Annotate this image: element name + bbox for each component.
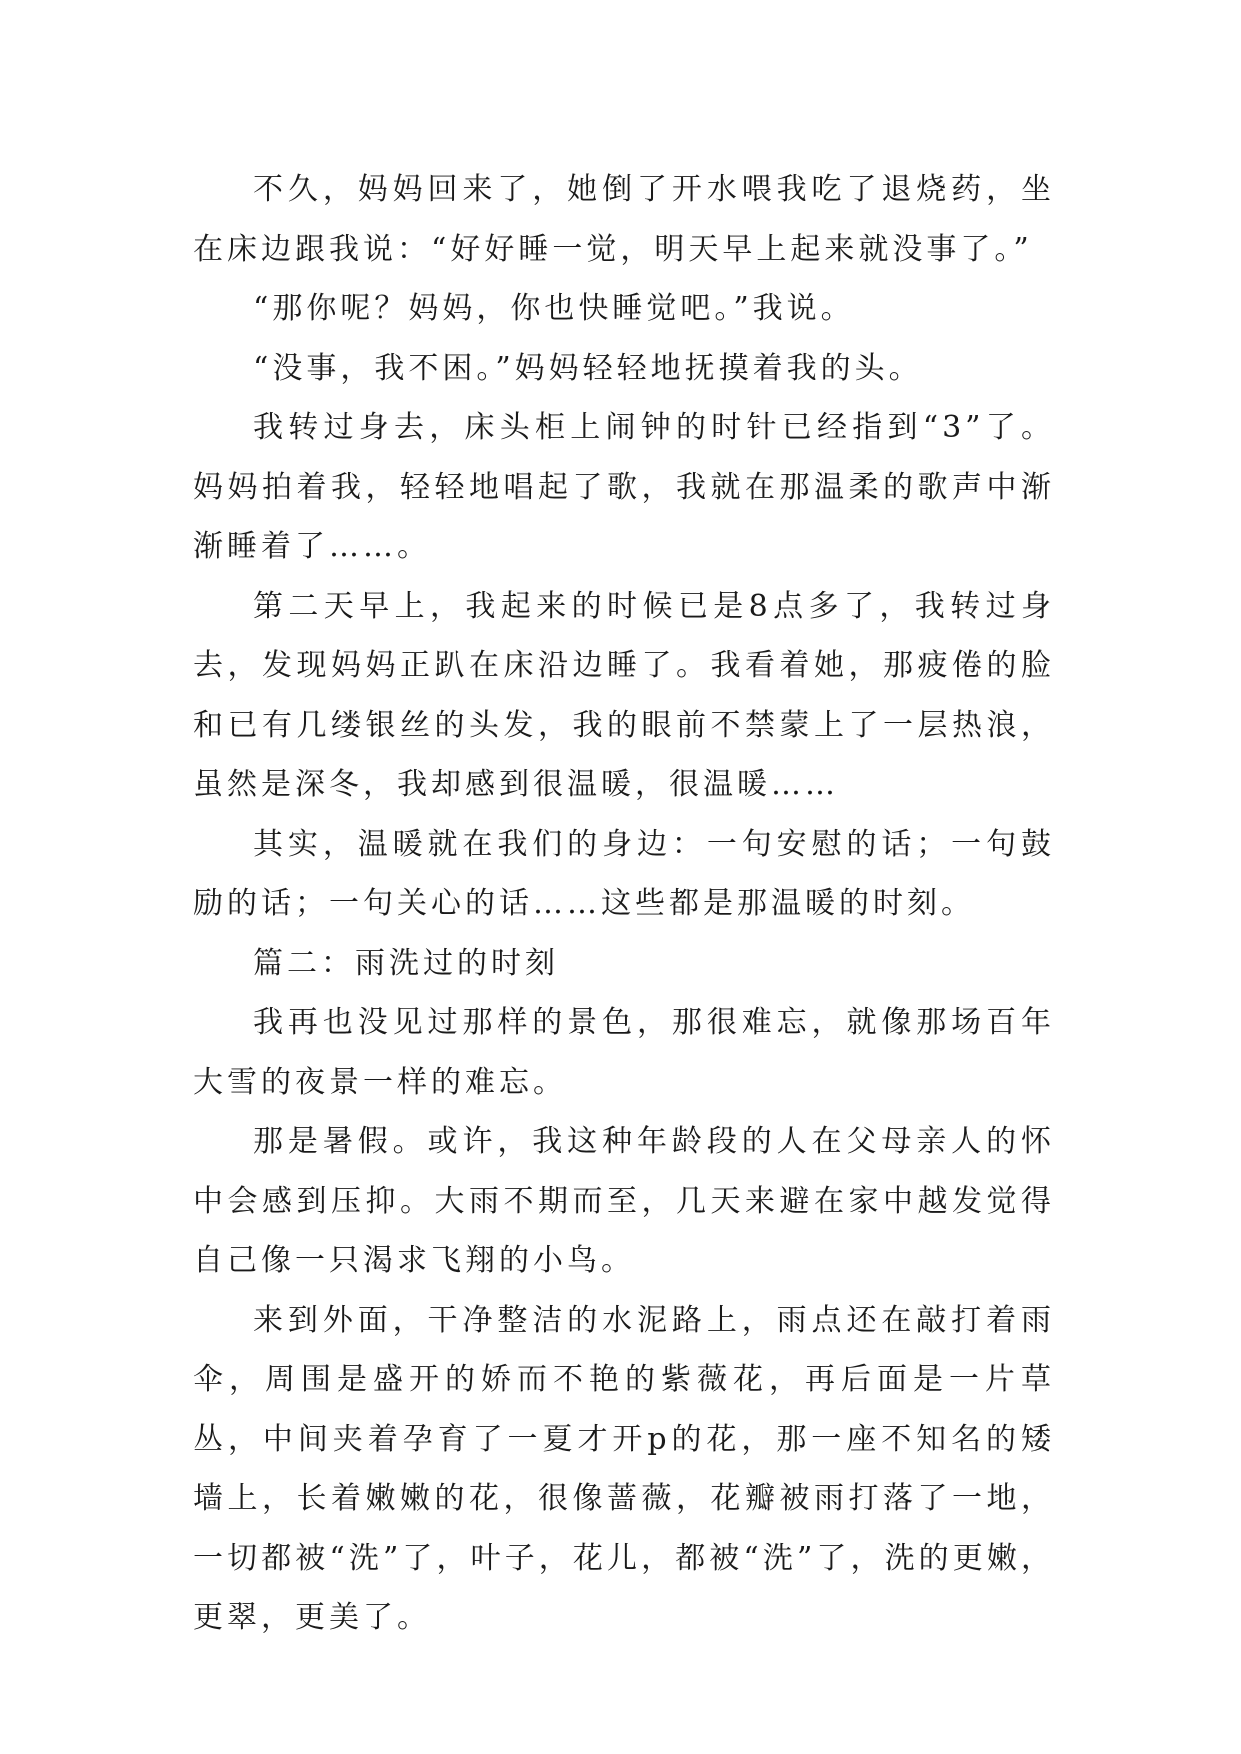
section-heading: 篇二：雨洗过的时刻: [253, 945, 559, 981]
paragraph: “没事，我不困。”妈妈轻轻地抚摸着我的头。: [253, 350, 923, 386]
paragraph: 不久，妈妈回来了，她倒了开水喂我吃了退烧药，坐在床边跟我说：“好好睡一觉，明天早上起来就没事了。”: [193, 172, 1055, 267]
document-body: [193, 160, 1055, 1648]
paragraph: 我转过身去，床头柜上闹钟的时针已经指到“3”了。妈妈拍着我，轻轻地唱起了歌，我就在那温柔的歌声中渐渐睡着了……。: [193, 410, 1055, 564]
paragraph: 我再也没见过那样的景色，那很难忘，就像那场百年大雪的夜景一样的难忘。: [193, 1005, 1055, 1100]
paragraph: 其实，温暖就在我们的身边：一句安慰的话；一句鼓励的话；一句关心的话……这些都是那温暖的时刻。: [193, 826, 1055, 921]
paragraph: 第二天早上，我起来的时候已是8点多了，我转过身去，发现妈妈正趴在床沿边睡了。我看着她，那疲倦的脸和已有几缕银丝的头发，我的眼前不禁蒙上了一层热浪，虽然是深冬，我却感到很温暖，很温暖……: [193, 588, 1055, 802]
paragraph: 那是暑假。或许，我这种年龄段的人在父母亲人的怀中会感到压抑。大雨不期而至，几天来避在家中越发觉得自己像一只渴求飞翔的小鸟。: [193, 1124, 1055, 1278]
paragraph: 来到外面，干净整洁的水泥路上，雨点还在敲打着雨伞，周围是盛开的娇而不艳的紫薇花，再后面是一片草丛，中间夹着孕育了一夏才开p的花，那一座不知名的矮墙上，长着嫩嫩的花，很像蔷薇，花瓣被雨打落了一地，一切都被“洗”了，叶子，花儿，都被“洗”了，洗的更嫩，更翠，更美了。: [193, 1302, 1055, 1635]
paragraph: “那你呢？妈妈，你也快睡觉吧。”我说。: [253, 291, 855, 326]
